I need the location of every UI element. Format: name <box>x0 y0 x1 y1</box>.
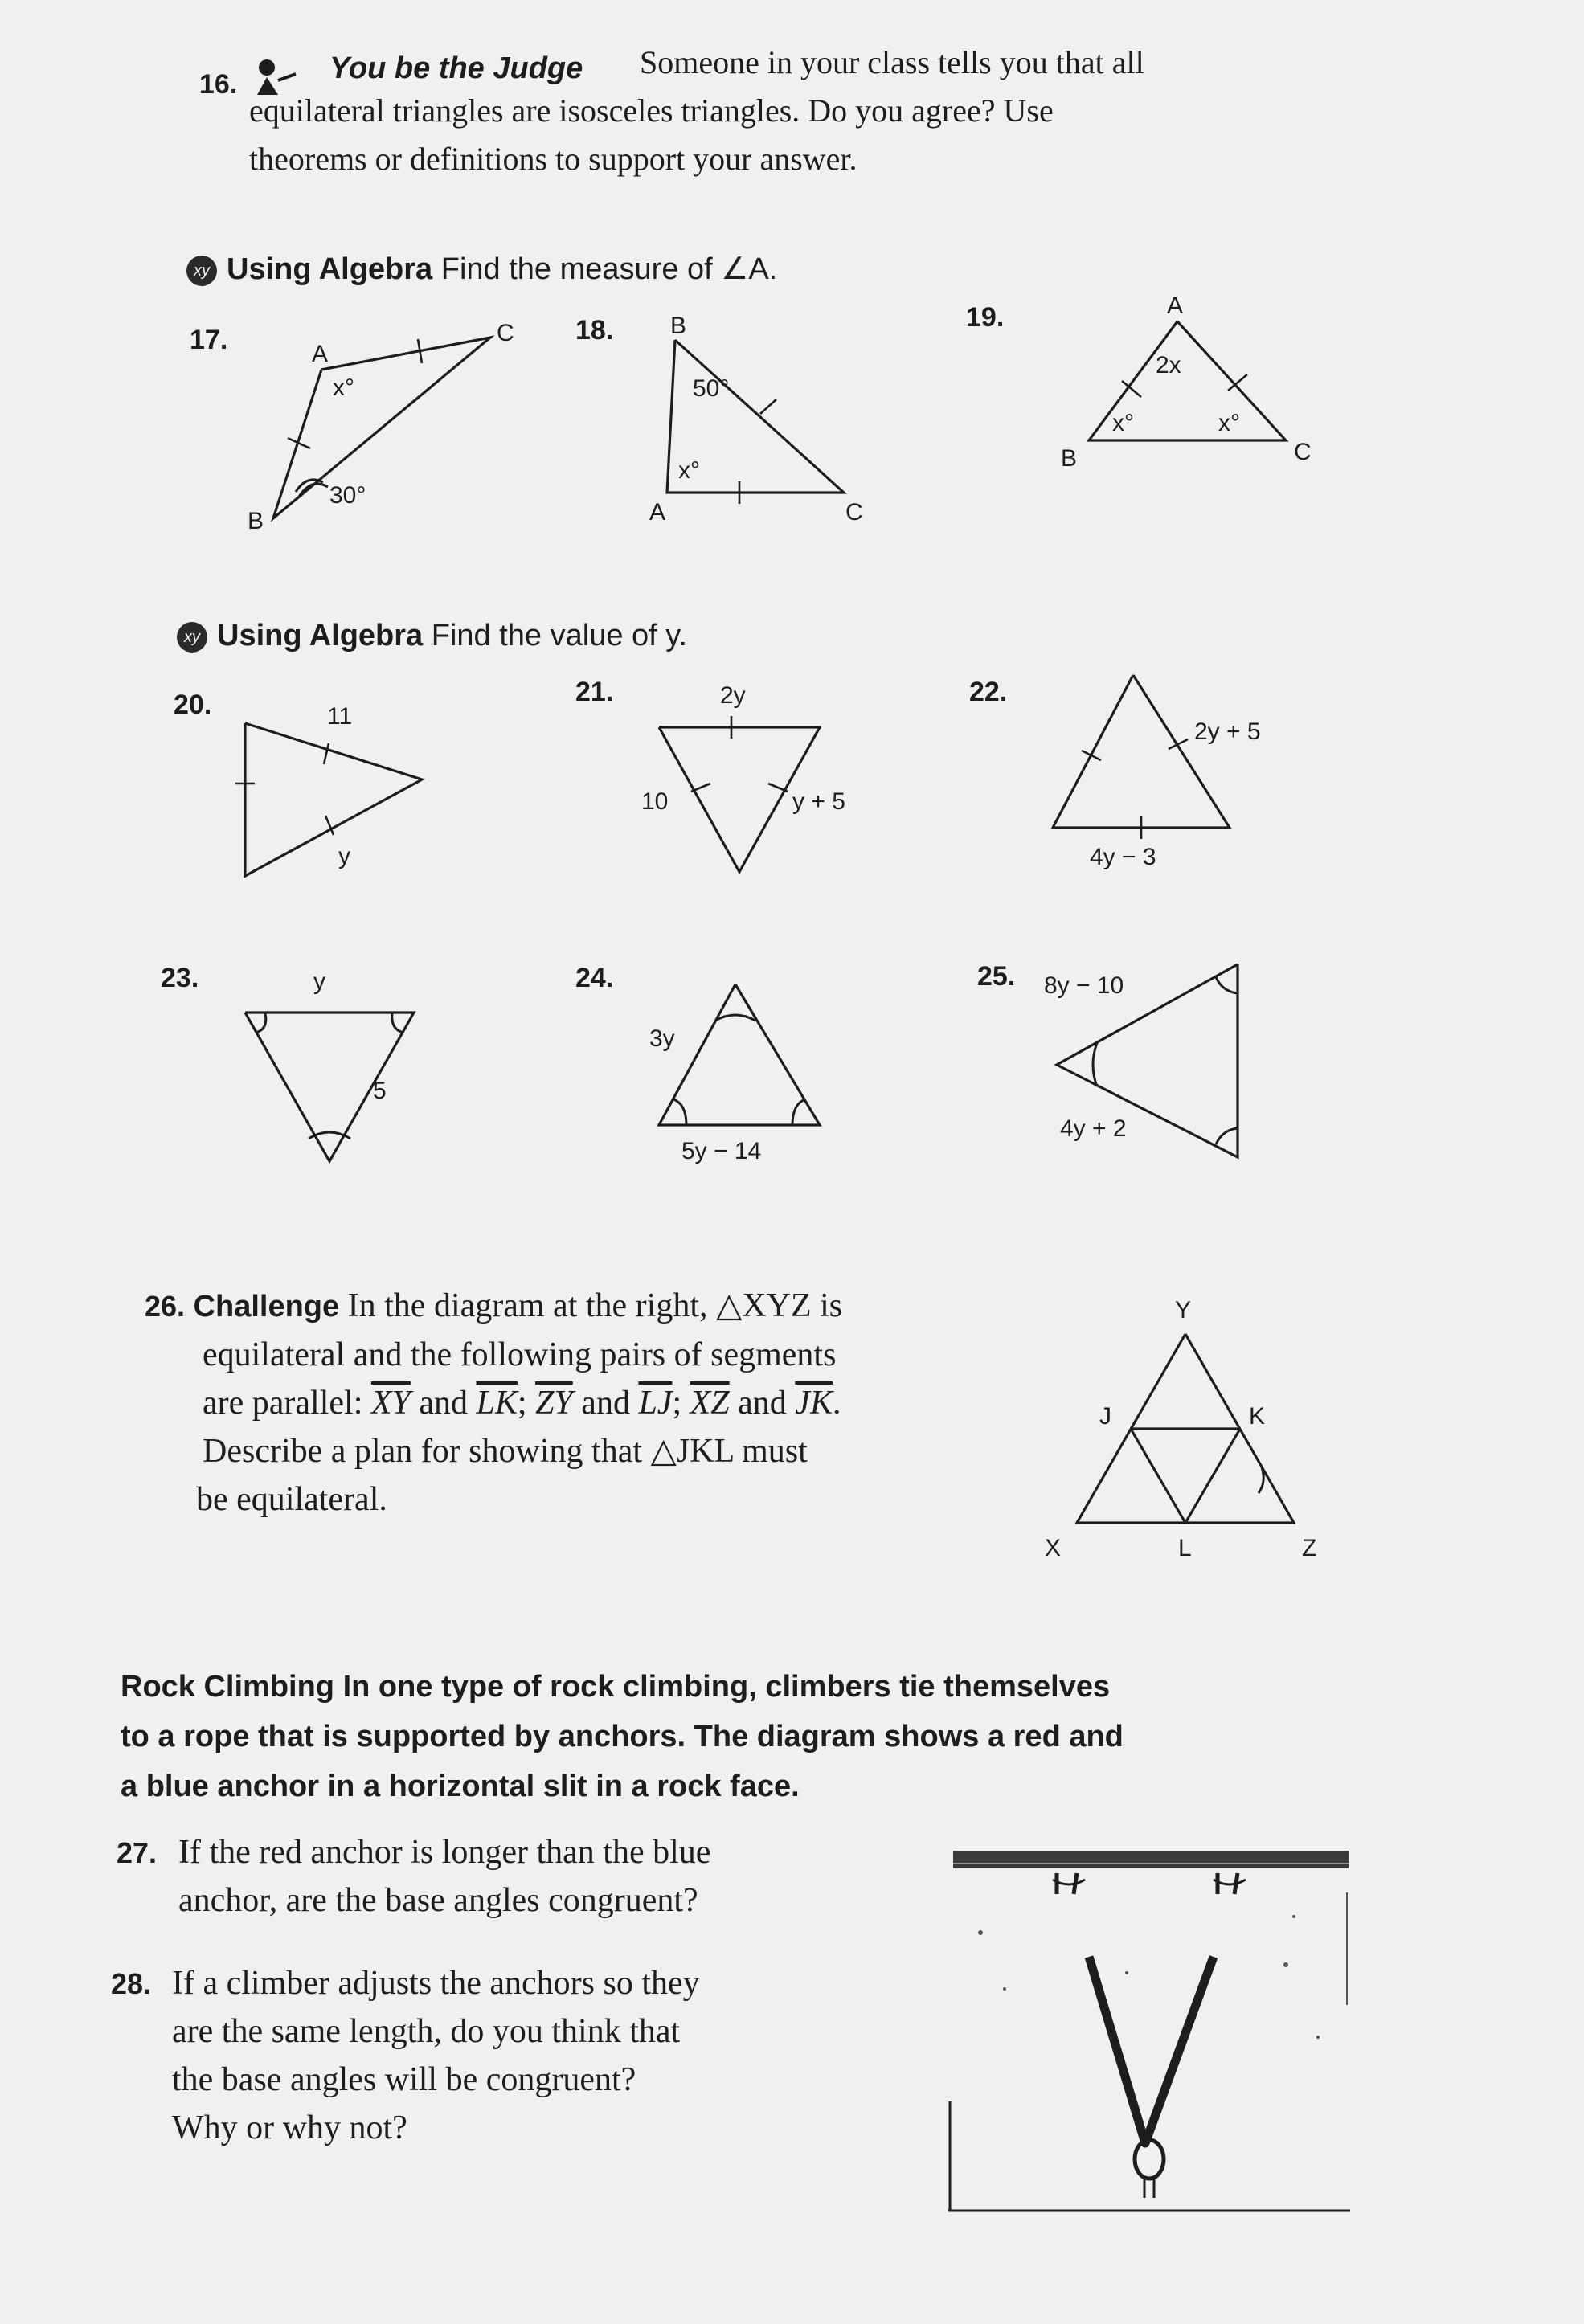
label-19-a: A <box>1167 293 1184 319</box>
problem-22-number: 22. <box>969 677 1008 707</box>
angle-19-c: x° <box>1218 410 1240 436</box>
label-19-c: C <box>1294 439 1312 465</box>
label-21-right: y + 5 <box>792 788 845 815</box>
problem-24-triangle <box>635 972 876 1181</box>
problem-22-triangle <box>1037 667 1302 876</box>
triangle-24-sides <box>659 984 820 1125</box>
angle-18-a: x° <box>678 457 700 484</box>
problem-18-number: 18. <box>575 315 614 346</box>
problem-26-line5: be equilateral. <box>196 1481 387 1518</box>
label-22-right: 2y + 5 <box>1194 718 1261 745</box>
section-value-heading <box>177 619 687 653</box>
label-23-right: 5 <box>373 1078 387 1104</box>
label-21-top: 2y <box>720 682 746 709</box>
problem-26-line4: Describe a plan for showing that △JKL must <box>203 1433 808 1470</box>
section-angle-instruction: Find the measure of ∠A. <box>440 252 778 286</box>
problem-25-number: 25. <box>977 961 1016 992</box>
angle-17-b: 30° <box>329 482 366 509</box>
label-18-b: B <box>670 313 687 339</box>
label-24-bottom: 5y − 14 <box>681 1138 762 1164</box>
label-j: J <box>1099 1403 1111 1430</box>
rock-slit <box>953 1851 1349 1868</box>
algebra-badge-icon: xy <box>177 622 207 653</box>
problem-19-number: 19. <box>966 302 1005 333</box>
angle-17-a: x° <box>333 374 354 401</box>
problem-21-triangle <box>635 671 892 880</box>
rock-face-picture <box>948 1844 1350 2222</box>
problem-23-number: 23. <box>161 963 199 993</box>
triangle-23-sides <box>245 1013 414 1161</box>
section-angle-heading <box>186 251 777 287</box>
problem-27-number: 27. <box>117 1836 158 1869</box>
segment-jl-line <box>1131 1429 1185 1523</box>
and-3: and <box>738 1385 787 1422</box>
problem-27-text: If the red anchor is longer than the blue anchor, are the base angles congruent? <box>178 1834 711 1919</box>
label-19-b: B <box>1061 445 1078 472</box>
segment-lj: $\overline{LJ}$ <box>638 1385 673 1422</box>
label-25-bottom: 4y + 2 <box>1060 1115 1127 1142</box>
label-22-bottom: 4y − 3 <box>1090 844 1156 870</box>
triangle-22-sides <box>1053 675 1230 828</box>
label-17-a: A <box>312 341 329 367</box>
segment-zy: $\overline{ZY}$ <box>535 1385 573 1422</box>
problem-26 <box>145 1282 1029 1524</box>
line3-prefix: are parallel: <box>203 1385 363 1422</box>
problem-19-triangle <box>1029 289 1318 482</box>
problem-24-number: 24. <box>575 963 614 993</box>
label-l: L <box>1178 1535 1192 1561</box>
section-angle-title: Using Algebra <box>227 252 433 286</box>
problem-27 <box>117 1828 157 1877</box>
problem-26-line2: equilateral and the following pairs of segments <box>203 1336 837 1373</box>
problem-28 <box>111 1959 151 2008</box>
rock-climbing-intro <box>121 1662 1503 1811</box>
problem-21-number: 21. <box>575 677 614 707</box>
end-period: . <box>832 1385 841 1422</box>
sep-1: ; <box>517 1385 527 1422</box>
problem-26-title: Challenge <box>193 1290 340 1324</box>
angle-18-b: 50° <box>693 375 730 402</box>
triangle-20-sides <box>245 723 422 876</box>
problem-18-triangle <box>635 309 892 526</box>
problem-16-title: You be the Judge <box>329 51 583 85</box>
problem-26-number: 26. <box>145 1290 186 1323</box>
label-25-top: 8y − 10 <box>1044 972 1124 999</box>
label-18-a: A <box>649 499 666 526</box>
segment-xz: $\overline{XZ}$ <box>690 1385 730 1422</box>
segment-jk: $\overline{JK}$ <box>795 1385 833 1422</box>
label-17-b: B <box>248 508 264 534</box>
sep-2: ; <box>672 1385 682 1422</box>
segment-xy: $\overline{XY}$ <box>370 1385 411 1422</box>
label-k: K <box>1249 1403 1266 1430</box>
section-value-instruction: Find the value of y. <box>431 619 687 653</box>
label-z: Z <box>1302 1535 1317 1561</box>
label-18-c: C <box>845 499 863 526</box>
problem-25-triangle <box>1041 964 1314 1173</box>
section-value-title: Using Algebra <box>217 619 424 653</box>
problem-28-text: If a climber adjusts the anchors so they are the same length, do you think that the base angles will be congruent? Why or why not? <box>172 1965 700 2146</box>
angle-19-a: 2x <box>1156 352 1181 378</box>
label-y: Y <box>1175 1297 1192 1324</box>
problem-20-number: 20. <box>174 689 212 720</box>
label-x: X <box>1045 1535 1062 1561</box>
algebra-badge-icon: xy <box>186 256 217 286</box>
label-24-left: 3y <box>649 1025 675 1052</box>
problem-17-triangle <box>233 313 555 546</box>
problem-16-number: 16. <box>199 69 238 100</box>
rock-title: Rock Climbing <box>121 1670 335 1704</box>
and-2: and <box>581 1385 630 1422</box>
problem-26-diagram <box>1021 1286 1358 1575</box>
and-1: and <box>419 1385 469 1422</box>
label-23-top: y <box>313 968 325 995</box>
problem-26-line1: In the diagram at the right, △XYZ is <box>347 1287 843 1324</box>
rock-text: In one type of rock climbing, climbers tie themselves to a rope that is supported by anchors. The diagram shows a red and a blue anchor in a horizontal slit in a rock face. <box>121 1670 1124 1803</box>
problem-20-triangle <box>221 687 462 904</box>
segment-kl-line <box>1185 1429 1240 1523</box>
label-21-left: 10 <box>641 788 669 815</box>
label-20-top: 11 <box>327 703 353 730</box>
problem-16-text: Someone in your class tells you that all equilateral triangles are isosceles triangles. Do you agree? Use theorems or definitions to support your answer. <box>249 44 1144 177</box>
label-20-bottom: y <box>338 843 350 869</box>
segment-lk: $\overline{LK}$ <box>476 1385 518 1422</box>
problem-17-number: 17. <box>190 325 228 355</box>
triangle-17-sides <box>273 338 490 518</box>
problem-26-line3 <box>145 1379 1029 1427</box>
problem-28-number: 28. <box>111 1967 152 2000</box>
problem-23-triangle <box>225 960 434 1169</box>
angle-19-b: x° <box>1112 410 1134 436</box>
label-17-c: C <box>497 320 514 346</box>
